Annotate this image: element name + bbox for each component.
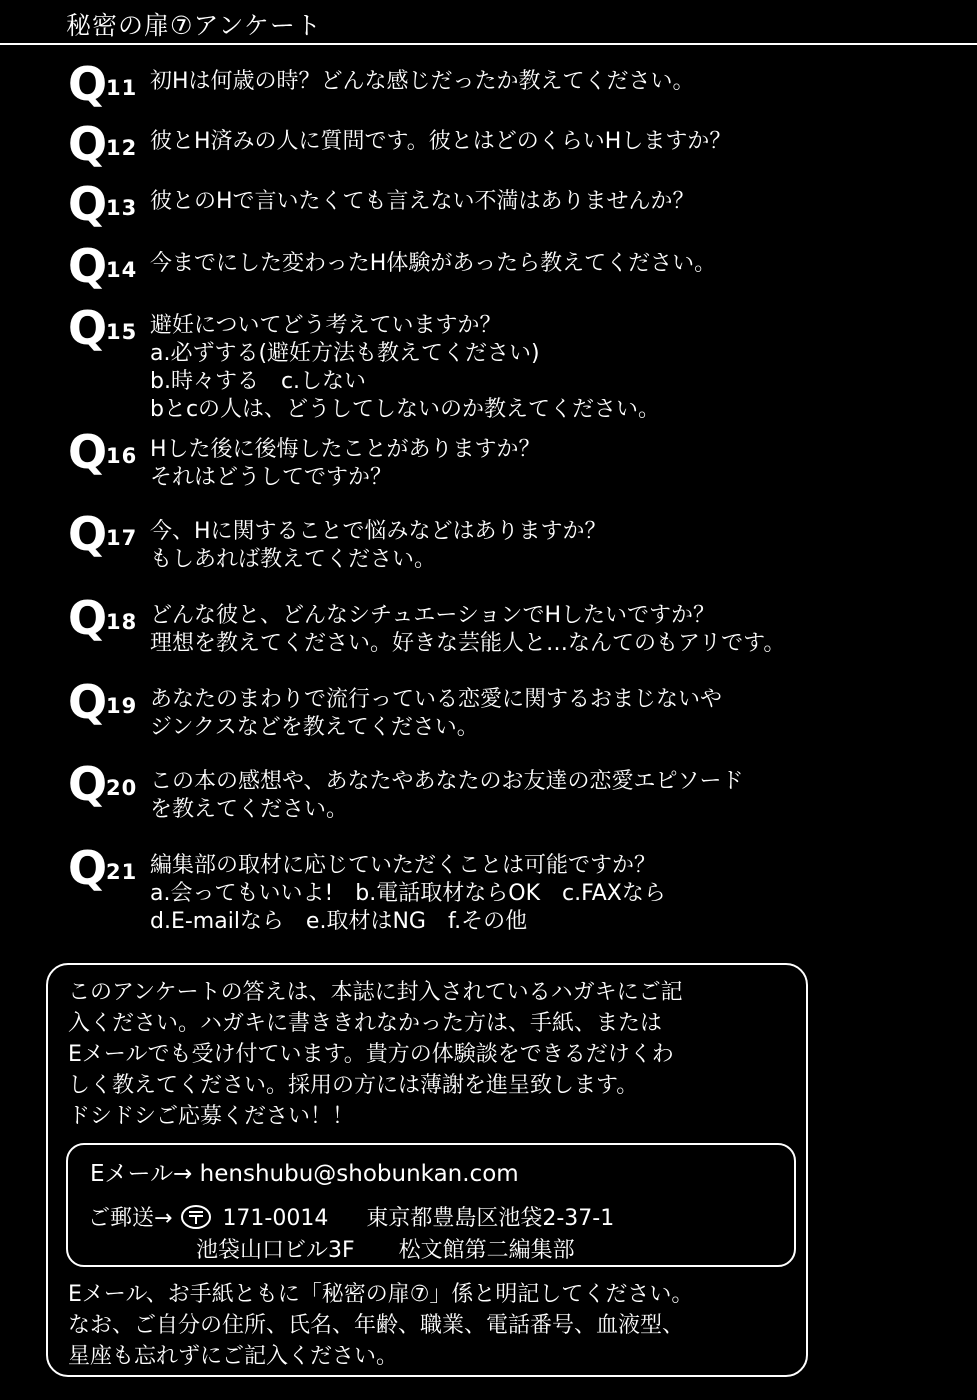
question-line: 初Hは何歳の時？どんな感じだったか教えてください。 (150, 69, 695, 94)
question-text (150, 686, 722, 742)
address-line-1: 東京都豊島区池袋2-37-1 (366, 1206, 615, 1231)
intro-line: 入ください。ハガキに書ききれなかった方は、手紙、または (68, 1011, 663, 1036)
question-text (150, 436, 541, 492)
question-number: 16 (106, 444, 138, 468)
question-letter: Q (68, 57, 108, 111)
notes-line: Eメール、お手紙ともに「秘密の扉⑦」係と明記してください。 (68, 1282, 694, 1307)
question-number: 15 (106, 320, 138, 344)
address-row-2 (196, 1233, 575, 1264)
page-header (0, 0, 977, 44)
email-address: henshubu@shobunkan.com (199, 1161, 519, 1187)
question-letter: Q (68, 301, 108, 355)
question-number: 12 (106, 136, 138, 160)
question-line: a.必ずする(避妊方法も教えてください) (150, 341, 540, 366)
question-line: a.会ってもいいよ! b.電話取材ならOK c.FAXなら (150, 881, 666, 906)
question-number: 19 (106, 694, 138, 718)
question-badge (68, 239, 148, 293)
question-number: 13 (106, 196, 138, 220)
address-line-2: 池袋山口ビル3F 松文館第二編集部 (196, 1238, 575, 1263)
question-letter: Q (68, 757, 108, 811)
question-text (150, 188, 695, 216)
question-badge (68, 591, 148, 645)
question-text (150, 128, 731, 156)
intro-text (68, 977, 788, 1132)
question-letter: Q (68, 675, 108, 729)
question-letter: Q (68, 591, 108, 645)
notes-line: 星座も忘れずにご記入ください。 (68, 1344, 399, 1369)
question-badge (68, 507, 148, 561)
post-office-mark-icon (181, 1205, 211, 1229)
mail-row (88, 1201, 614, 1232)
question-line: この本の感想や、あなたやあなたのお友達の恋愛エピソード (150, 769, 744, 794)
question-letter: Q (68, 841, 108, 895)
email-label: Eメール→ (90, 1161, 193, 1187)
question-line: を教えてください。 (150, 797, 349, 822)
question-line: もしあれば教えてください。 (150, 547, 437, 572)
question-badge (68, 117, 148, 171)
question-text (150, 852, 666, 936)
question-badge (68, 425, 148, 479)
postal-code: 171-0014 (222, 1206, 329, 1231)
question-letter: Q (68, 239, 108, 293)
intro-line: しく教えてください。採用の方には薄謝を進呈致します。 (68, 1073, 639, 1098)
question-number: 21 (106, 860, 138, 884)
question-letter: Q (68, 425, 108, 479)
question-badge (68, 675, 148, 729)
question-line: 理想を教えてください。好きな芸能人と…なんてのもアリです。 (150, 631, 786, 656)
question-line: それはどうしてですか？ (150, 465, 393, 490)
question-number: 18 (106, 610, 138, 634)
question-text (150, 768, 744, 824)
question-line: d.E-mailなら e.取材はNG f.その他 (150, 909, 528, 934)
question-line: 今、Hに関することで悩みなどはありますか？ (150, 519, 607, 544)
question-text (150, 250, 716, 278)
header-divider (0, 43, 977, 45)
question-badge (68, 757, 148, 811)
notes-line: なお、ご自分の住所、氏名、年齢、職業、電話番号、血液型、 (68, 1313, 685, 1338)
question-number: 17 (106, 526, 138, 550)
question-line: bとcの人は、どうしてしないのか教えてください。 (150, 397, 661, 422)
question-number: 14 (106, 258, 138, 282)
question-text (150, 68, 695, 96)
question-number: 20 (106, 776, 138, 800)
question-line: 今までにした変わったH体験があったら教えてください。 (150, 251, 717, 276)
intro-line: このアンケートの答えは、本誌に封入されているハガキにご記 (68, 980, 683, 1005)
question-text (150, 312, 660, 424)
question-line: どんな彼と、どんなシチュエーションでHしたいですか？ (150, 603, 716, 628)
question-line: 彼とH済みの人に質問です。彼とはどのくらいHしますか？ (150, 129, 732, 154)
email-row (90, 1155, 519, 1188)
question-badge (68, 177, 148, 231)
question-letter: Q (68, 117, 108, 171)
intro-line: ドシドシご応募ください！！ (68, 1104, 355, 1129)
question-line: 彼とのHで言いたくても言えない不満はありませんか？ (150, 189, 695, 214)
contact-box (66, 1143, 796, 1267)
question-letter: Q (68, 177, 108, 231)
question-line: あなたのまわりで流行っている恋愛に関するおまじないや (150, 687, 723, 712)
question-badge (68, 57, 148, 111)
intro-line: Eメールでも受け付ています。貴方の体験談をできるだけくわ (68, 1042, 674, 1067)
page-title: 秘密の扉⑦アンケート (66, 11, 322, 40)
question-number: 11 (106, 76, 138, 100)
question-badge (68, 841, 148, 895)
question-text (150, 602, 785, 658)
question-badge (68, 301, 148, 355)
question-line: ジンクスなどを教えてください。 (150, 715, 479, 740)
question-line: Hした後に後悔したことがありますか？ (150, 437, 541, 462)
question-line: 避妊についてどう考えていますか？ (150, 313, 502, 338)
notes-text (68, 1279, 798, 1372)
question-line: 編集部の取材に応じていただくことは可能ですか？ (150, 853, 657, 878)
question-text (150, 518, 607, 574)
mail-label: ご郵送→ (88, 1206, 173, 1231)
question-letter: Q (68, 507, 108, 561)
question-line: b.時々する c.しない (150, 369, 367, 394)
submission-info-box (46, 963, 808, 1377)
